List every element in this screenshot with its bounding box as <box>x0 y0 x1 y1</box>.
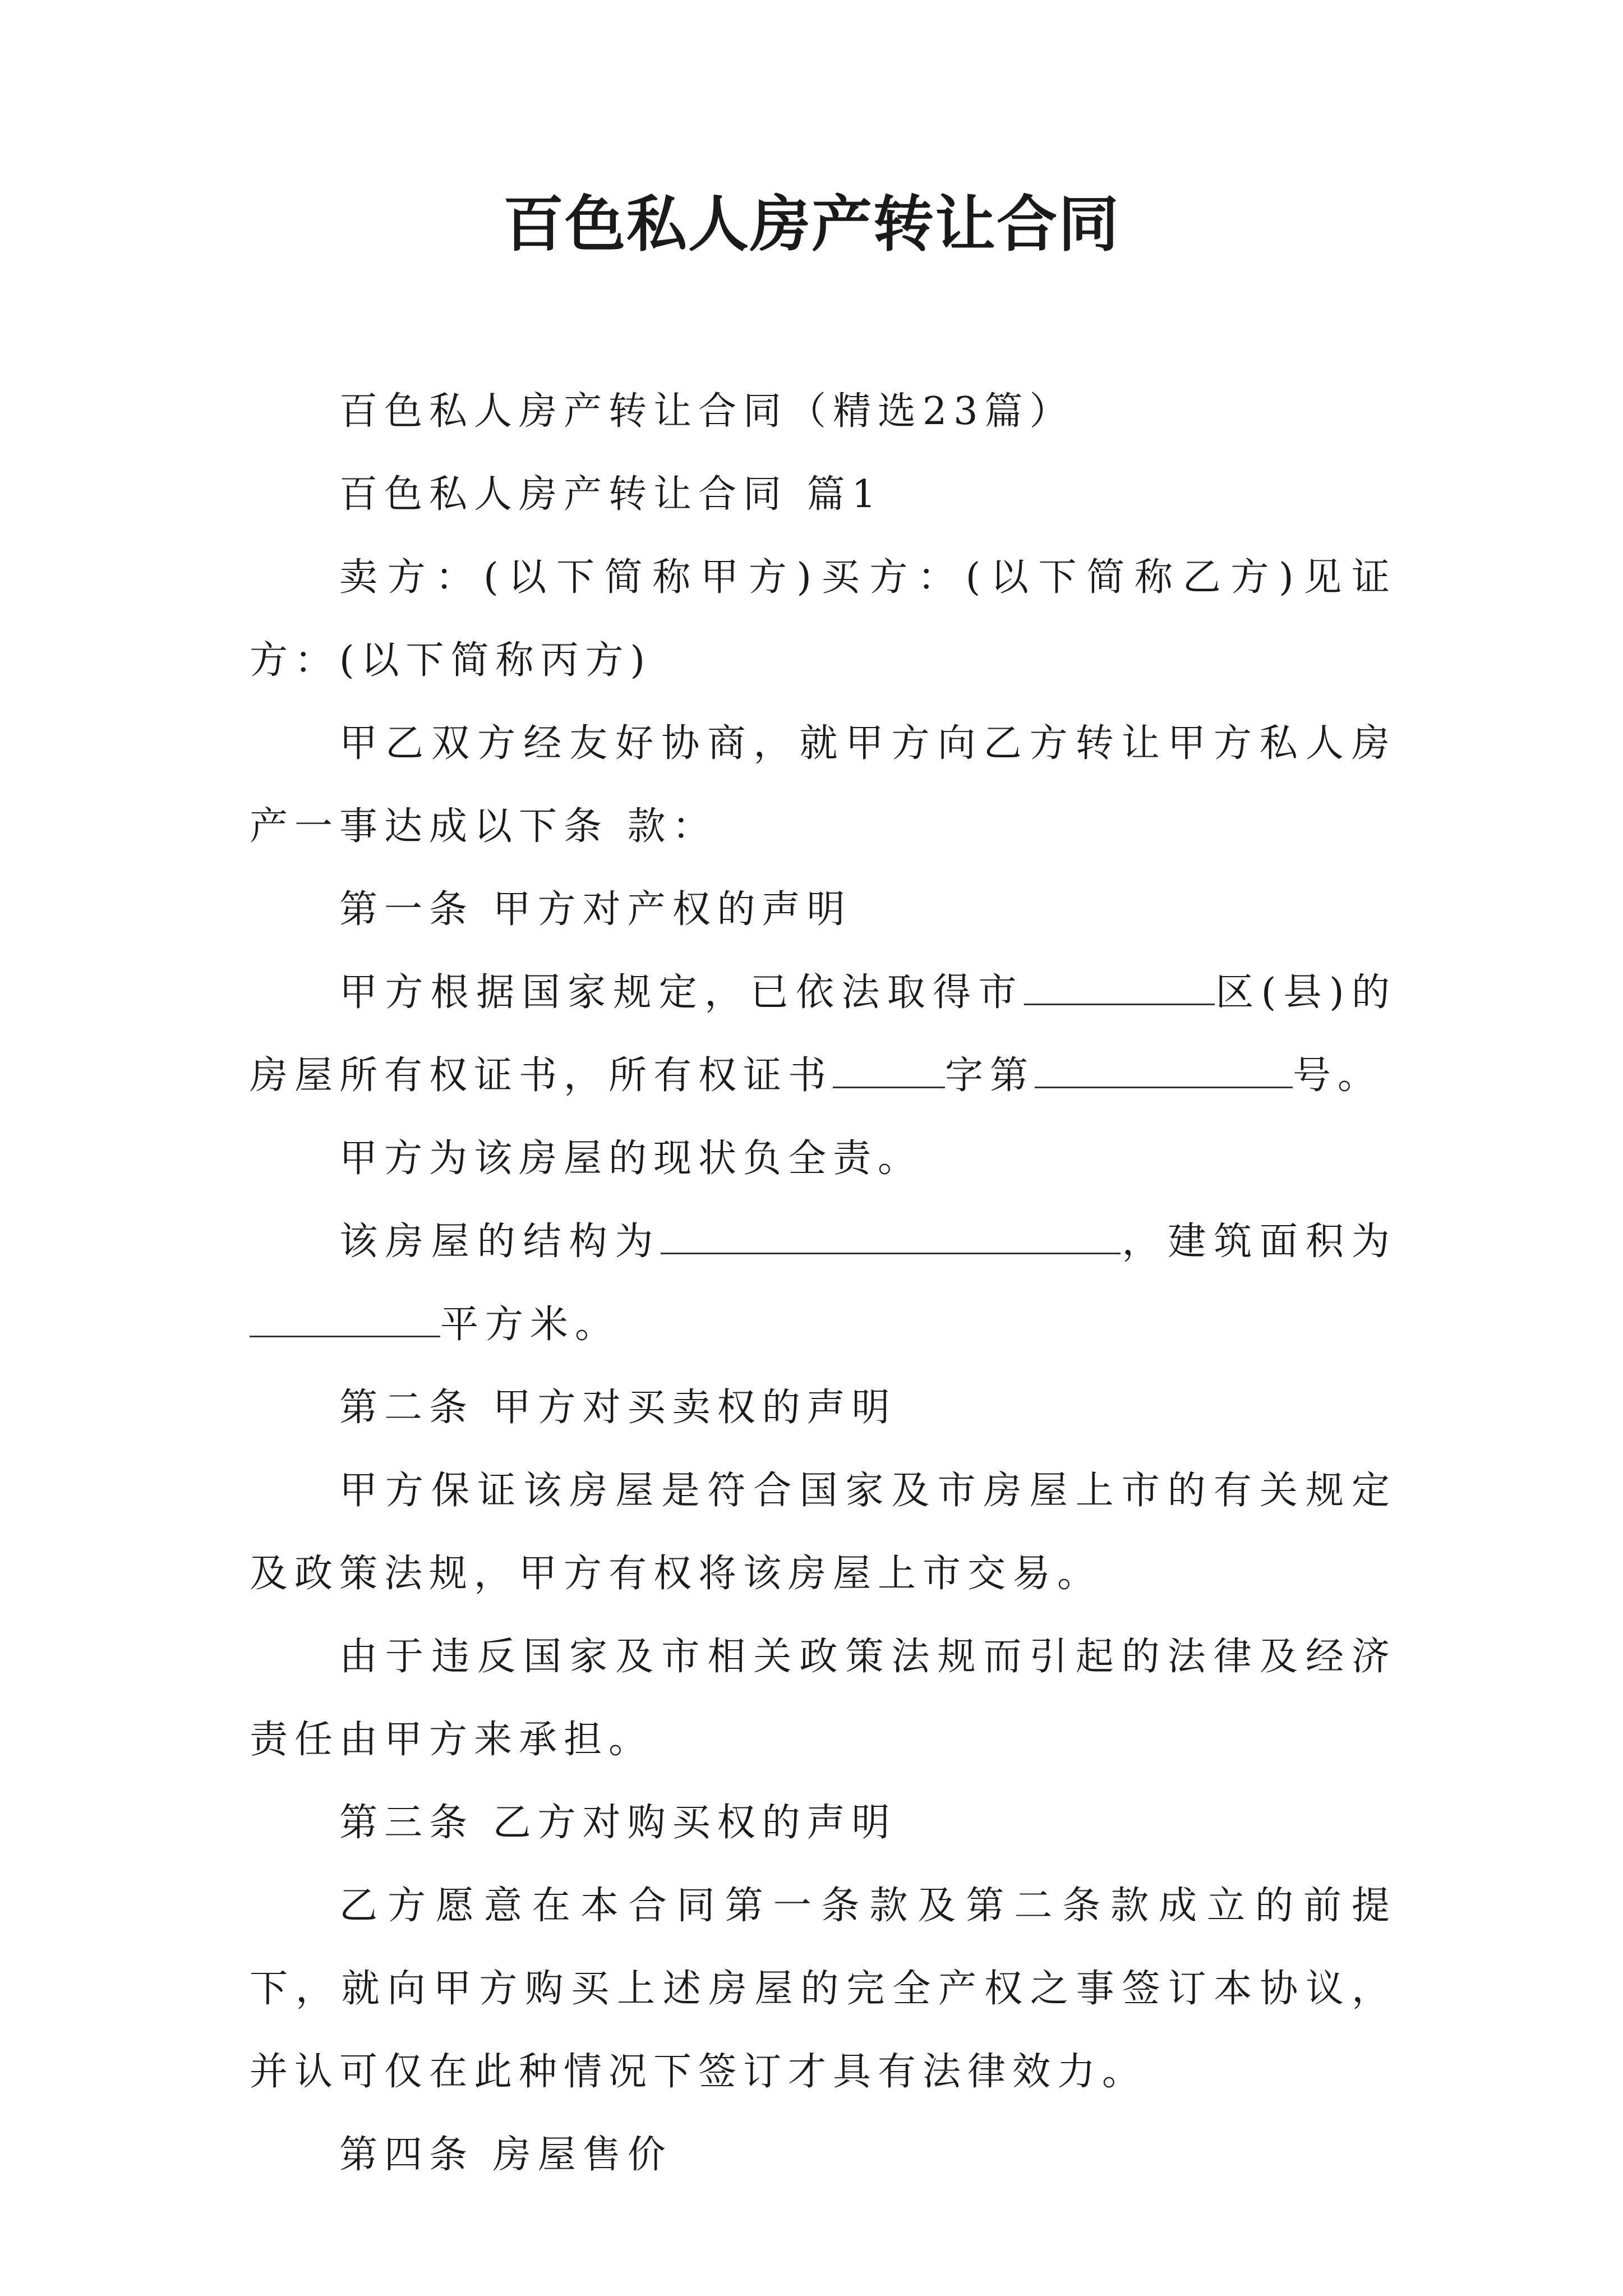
section-heading: 百色私人房产转让合同 篇1 <box>339 472 883 517</box>
article-1-p3-text-c: 平方米。 <box>440 1303 620 1347</box>
article-1-p1-text-c: 字第 <box>945 1053 1035 1098</box>
document-title: 百色私人房产转让合同 <box>502 189 1120 260</box>
article-1-p1-text-d: 号。 <box>1293 1053 1383 1098</box>
article-1-title: 第一条 甲方对产权的声明 <box>339 887 852 932</box>
article-3-paragraph-1: 乙方愿意在本合同第一条款及第二条款成立的前提下，就向甲方购买上述房屋的完全产权之事签订本协议，并认可仅在此种情况下签订才具有法律效力。 <box>250 1884 1396 2094</box>
article-3-title: 第三条 乙方对购买权的声明 <box>339 1801 897 1845</box>
article-2-paragraph-2: 由于违反国家及市相关政策法规而引起的法律及经济责任由甲方来承担。 <box>250 1635 1396 1762</box>
article-1-p3-text-b: ，建筑面积为 <box>1121 1220 1396 1264</box>
article-2-title: 第二条 甲方对买卖权的声明 <box>339 1386 897 1430</box>
certificate-number-blank <box>1035 1052 1293 1088</box>
document-body <box>250 370 1396 2197</box>
article-4-title: 第四条 房屋售价 <box>339 2133 672 2177</box>
city-blank <box>1024 969 1215 1005</box>
article-1-p3-text-a: 该房屋的结构为 <box>339 1220 661 1264</box>
article-2-paragraph-1: 甲方保证该房屋是符合国家及市房屋上市的有关规定及政策法规，甲方有权将该房屋上市交易。 <box>250 1469 1396 1596</box>
intro-paragraph: 甲乙双方经友好协商，就甲方向乙方转让甲方私人房产一事达成以下条 款： <box>250 721 1396 849</box>
article-1-paragraph-1 <box>250 951 1396 1117</box>
article-1-paragraph-2: 甲方为该房屋的现状负全责。 <box>339 1137 923 1181</box>
area-blank <box>250 1301 440 1337</box>
article-1-p1-text-a: 甲方根据国家规定，已依法取得市 <box>339 970 1024 1015</box>
certificate-prefix-blank <box>833 1052 945 1088</box>
article-1-p1-text-b: 区(县)的房屋所有权证书，所有权证书 <box>250 970 1396 1098</box>
parties-paragraph: 卖方：(以下简称甲方)买方：(以下简称乙方)见证方：(以下简称丙方) <box>250 555 1396 683</box>
structure-blank <box>661 1218 1121 1254</box>
document-subtitle: 百色私人房产转让合同（精选23篇） <box>339 389 1075 434</box>
article-1-paragraph-3 <box>250 1200 1396 1366</box>
